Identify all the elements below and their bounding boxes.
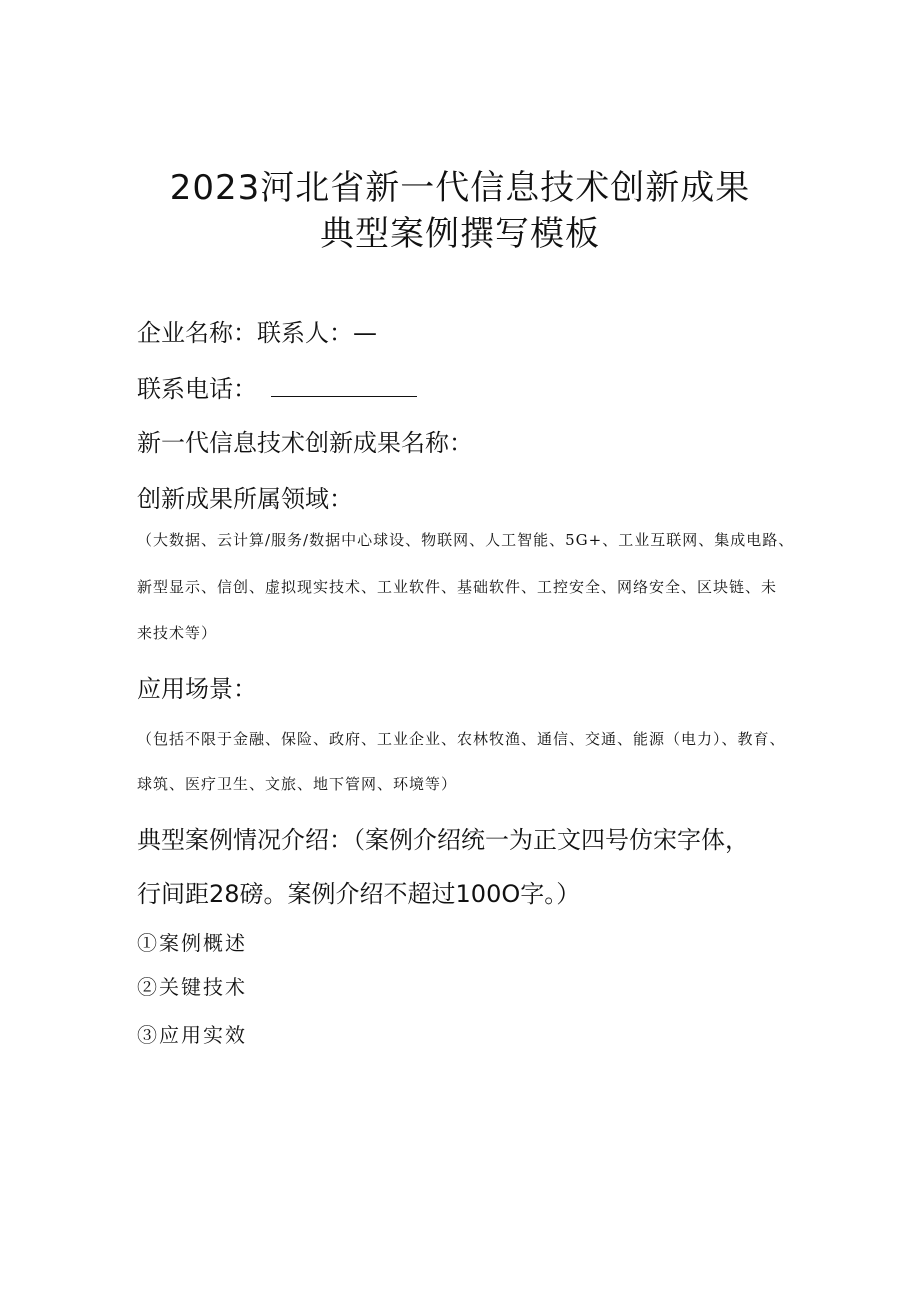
domain-label: 创新成果所属领域：	[137, 485, 353, 513]
phone-blank-line	[271, 374, 417, 397]
scenario-label: 应用场景：	[137, 675, 257, 703]
scenario-note-line-1: （包括不限于金融、保险、政府、工业企业、农林牧渔、通信、交通、能源（电力）、教育、	[137, 730, 786, 748]
item-case-overview: ①案例概述	[137, 931, 247, 955]
case-intro-line-2: 行间距28磅。案例介绍不超过100O字。）	[137, 880, 581, 908]
item-application-results: ③应用实效	[137, 1023, 247, 1047]
case-intro-line-1: 典型案例情况介绍：（案例介绍统一为正文四号仿宋字体，	[137, 826, 749, 854]
item-key-technology: ②关键技术	[137, 975, 247, 999]
phone-label: 联系电话：	[137, 375, 257, 403]
document-title-line-1: 2023河北省新一代信息技术创新成果	[169, 168, 751, 208]
domain-note-line-1: （大数据、云计算/服务/数据中心球设、物联网、人工智能、5G+、工业互联网、集成电路、	[137, 531, 795, 549]
company-contact-field: 企业名称：联系人：—	[137, 319, 377, 347]
scenario-note-line-2: 球筑、医疗卫生、文旅、地下管网、环境等）	[137, 775, 458, 793]
achievement-name-field: 新一代信息技术创新成果名称：	[137, 429, 473, 457]
domain-note-line-3: 来技术等）	[137, 624, 218, 642]
domain-note-line-2: 新型显示、信创、虚拟现实技术、工业软件、基础软件、工控安全、网络安全、区块链、未	[137, 578, 778, 596]
phone-field	[137, 369, 417, 404]
document-title-line-2: 典型案例撰写模板	[320, 214, 600, 254]
